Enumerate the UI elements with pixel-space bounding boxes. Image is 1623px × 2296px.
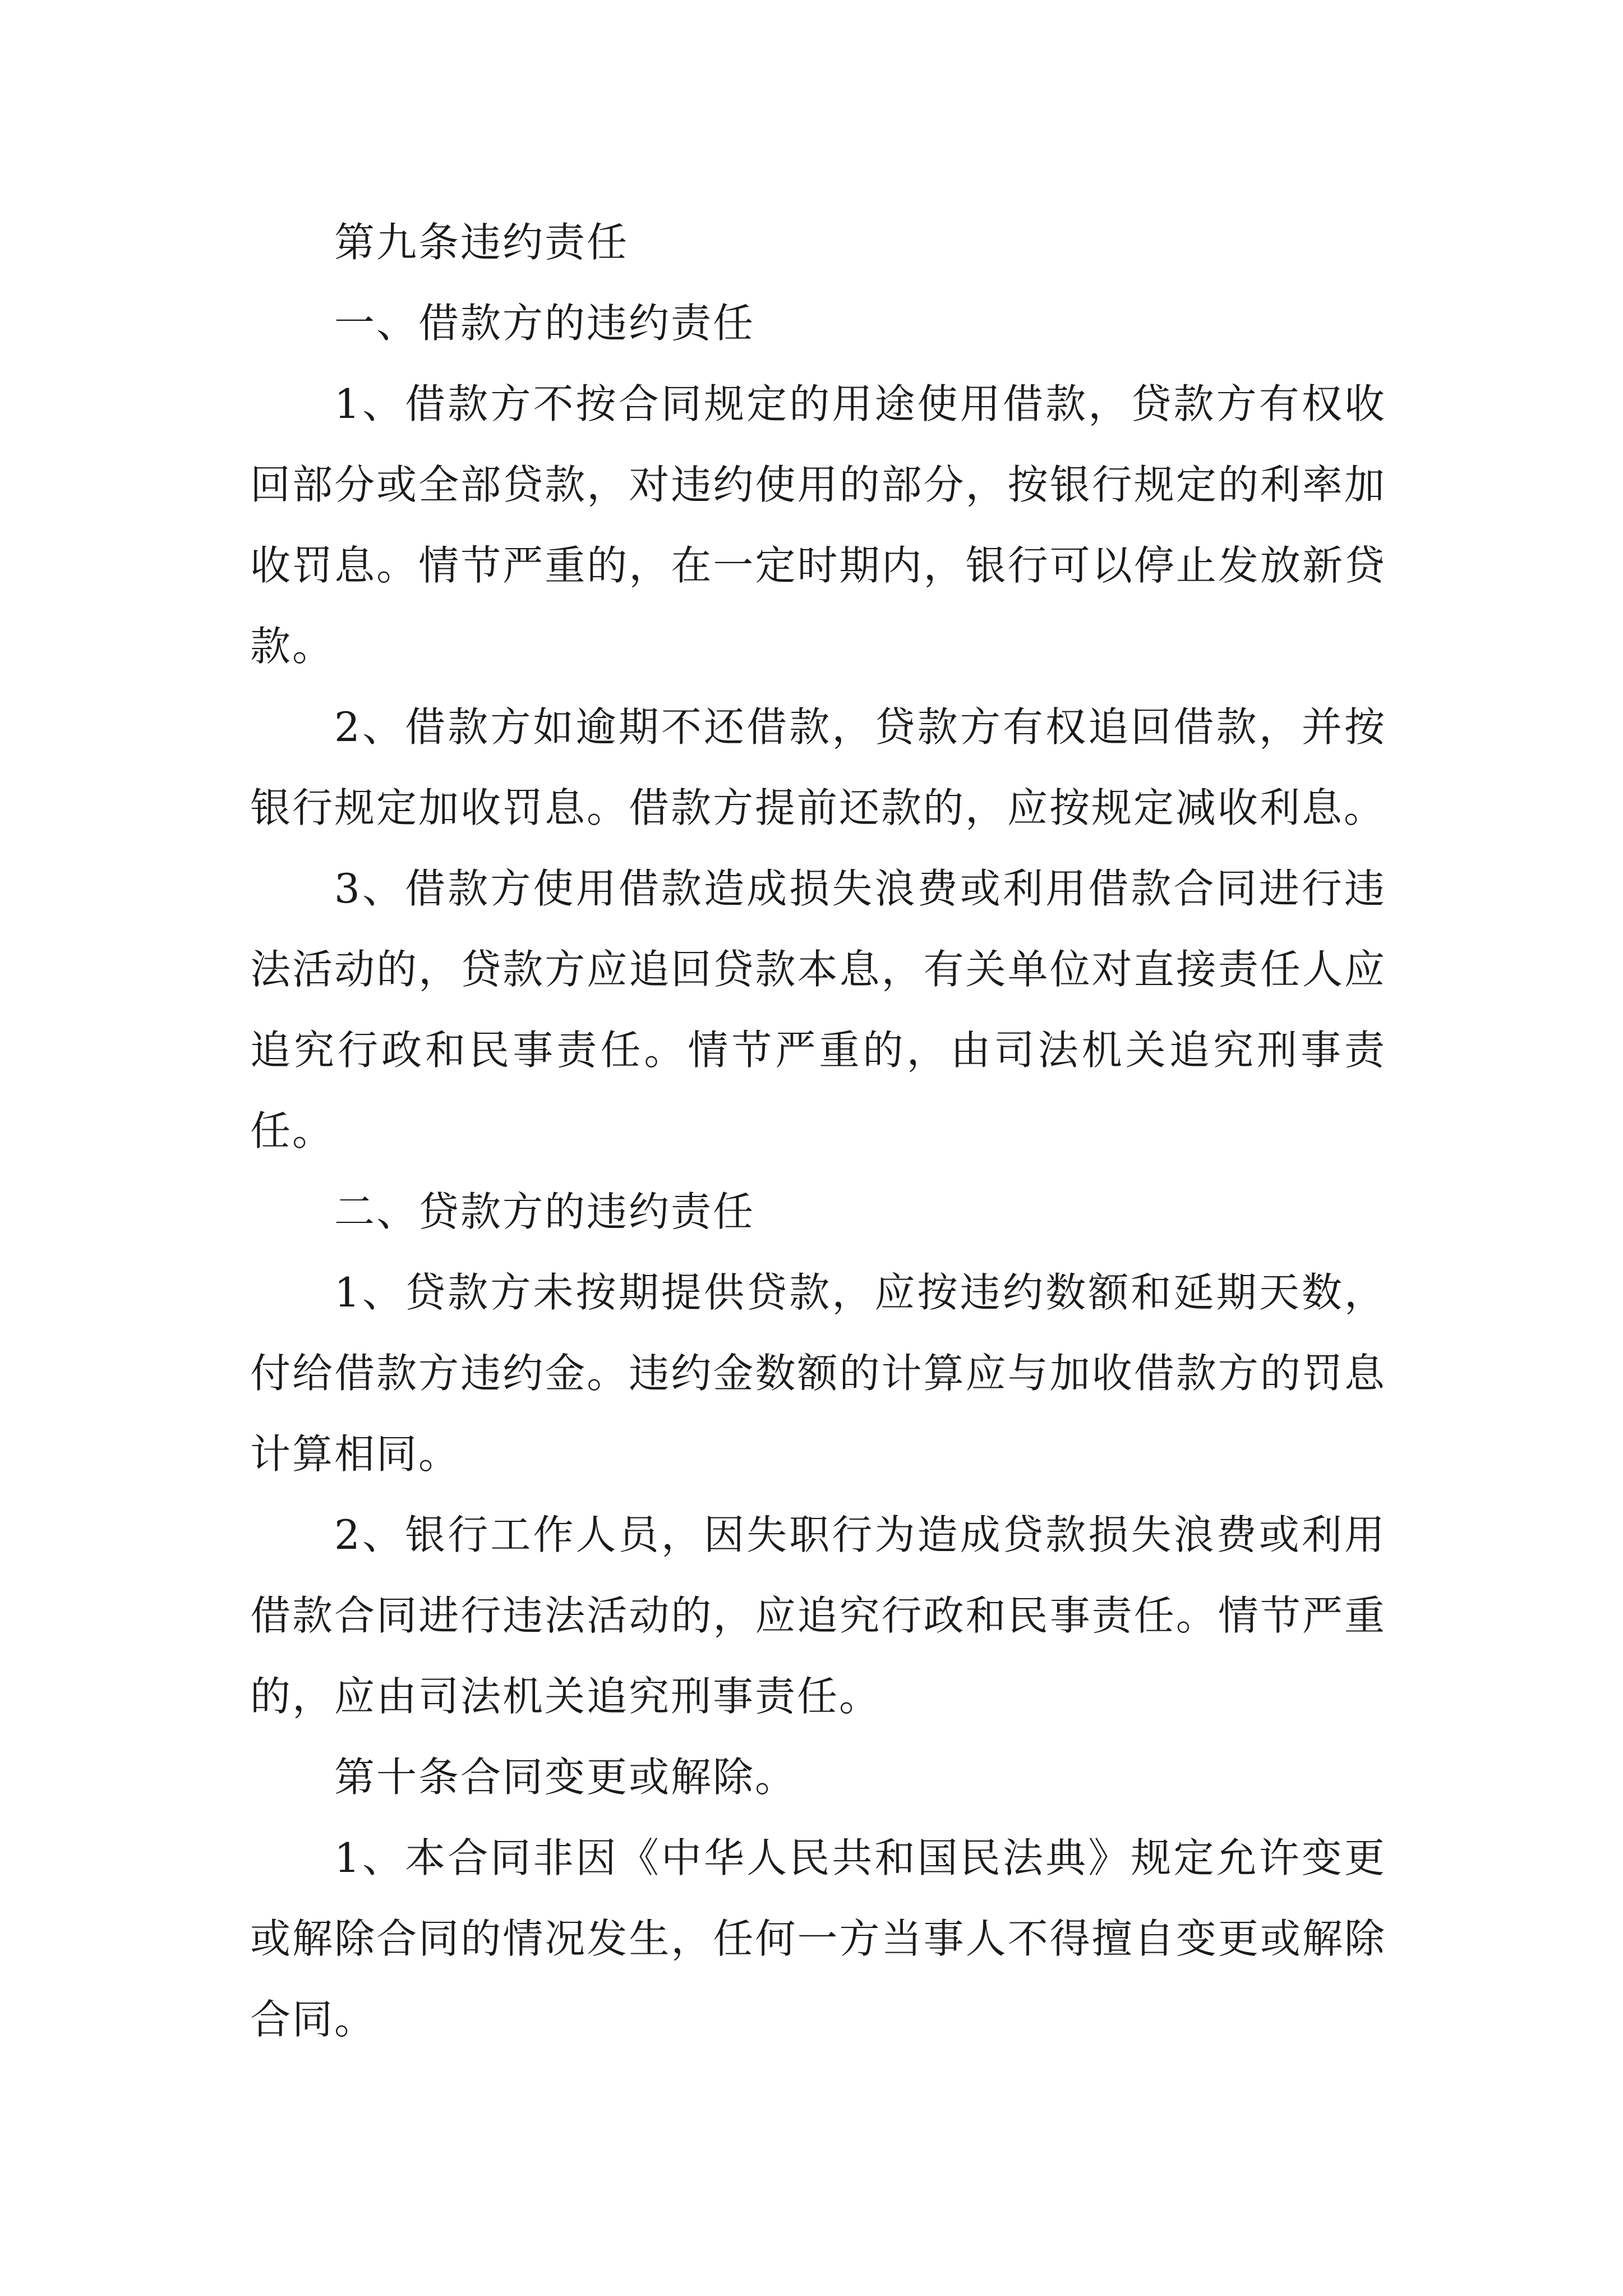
section-borrower-liability-heading: 一、借款方的违约责任 bbox=[334, 300, 755, 347]
document-body bbox=[250, 202, 1386, 2060]
article-10-heading: 第十条合同变更或解除。 bbox=[334, 1754, 797, 1801]
article-9-heading: 第九条违约责任 bbox=[334, 219, 629, 266]
section-lender-liability-heading: 二、贷款方的违约责任 bbox=[334, 1188, 755, 1235]
paragraph-borrower-overdue: 2、借款方如逾期不还借款，贷款方有权追回借款，并按银行规定加收罚息。借款方提前还款的，应按规定减收利息。 bbox=[250, 703, 1386, 831]
paragraph-contract-modification: 1、本合同非因《中华人民共和国民法典》规定允许变更或解除合同的情况发生，任何一方当事人不得擅自变更或解除合同。 bbox=[250, 1834, 1386, 2043]
paragraph-lender-late-provision: 1、贷款方未按期提供贷款，应按违约数额和延期天数，付给借款方违约金。违约金数额的计算应与加收借款方的罚息计算相同。 bbox=[250, 1269, 1386, 1478]
paragraph-borrower-illegal-use: 3、借款方使用借款造成损失浪费或利用借款合同进行违法活动的，贷款方应追回贷款本息，有关单位对直接责任人应追究行政和民事责任。情节严重的，由司法机关追究刑事责任。 bbox=[250, 865, 1386, 1154]
paragraph-borrower-misuse: 1、借款方不按合同规定的用途使用借款，贷款方有权收回部分或全部贷款，对违约使用的部分，按银行规定的利率加收罚息。情节严重的，在一定时期内，银行可以停止发放新贷款。 bbox=[250, 380, 1386, 670]
paragraph-bank-staff-negligence: 2、银行工作人员，因失职行为造成贷款损失浪费或利用借款合同进行违法活动的，应追究行政和民事责任。情节严重的，应由司法机关追究刑事责任。 bbox=[250, 1511, 1386, 1720]
